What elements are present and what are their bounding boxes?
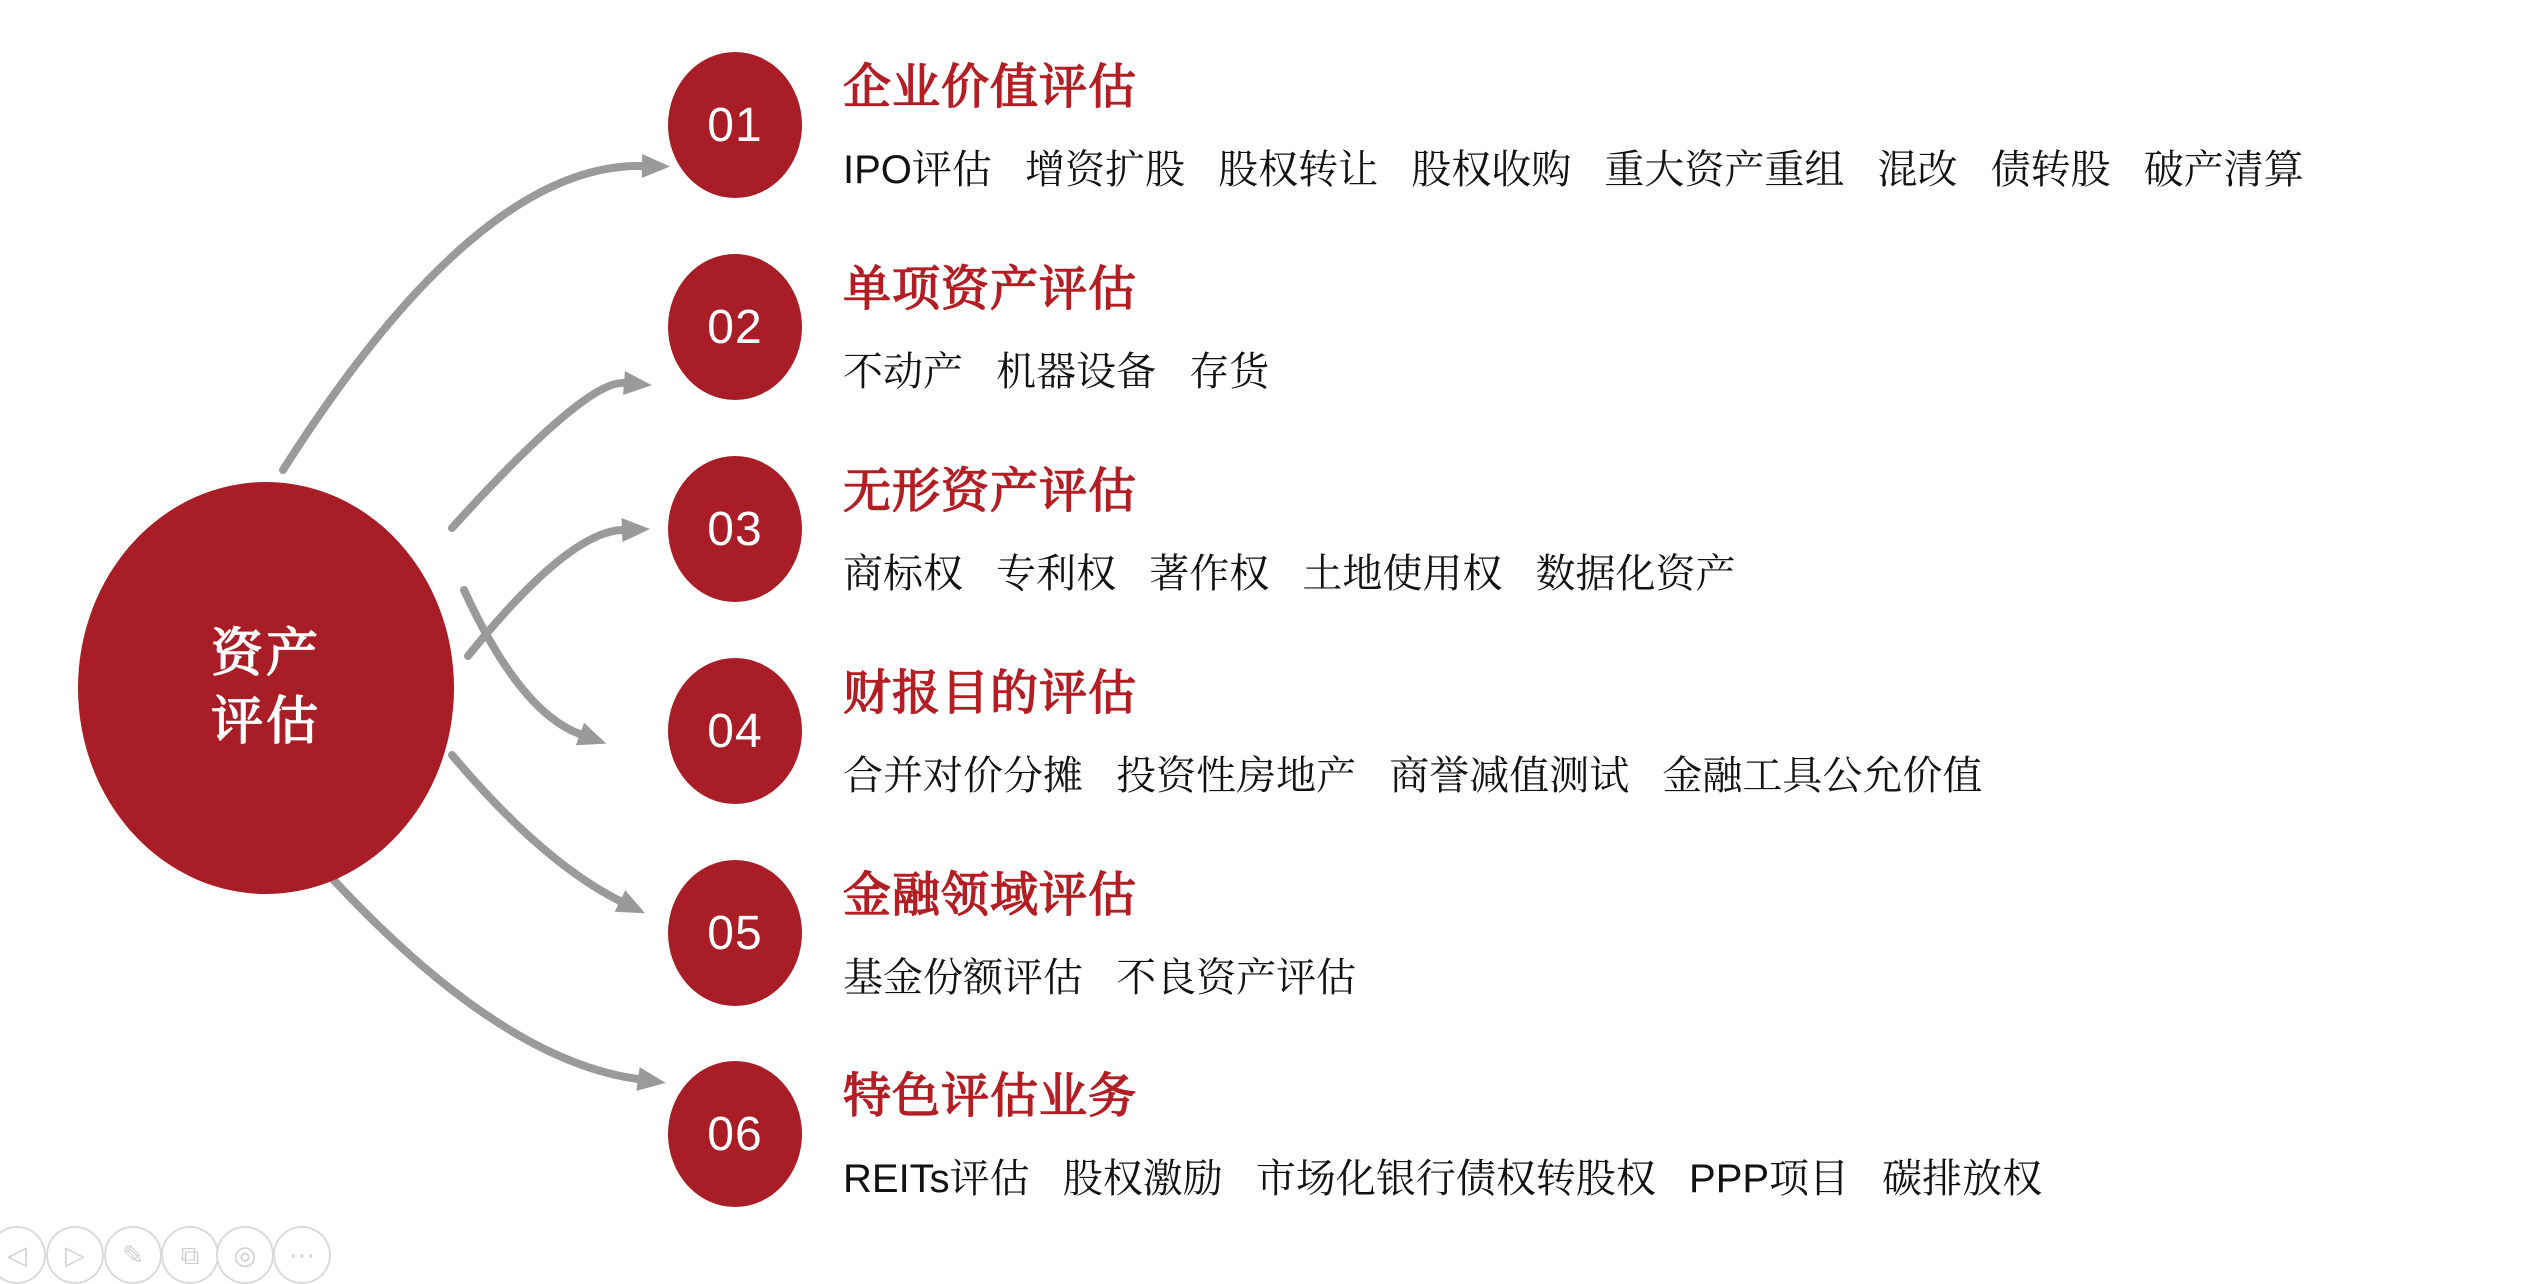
arrow-to-item-1 [283,154,670,470]
item-text-block [843,860,1356,1004]
slides-panel-glyph: ⧉ [180,1240,200,1270]
item-number-circle [668,1061,802,1207]
item-number-circle [668,658,802,804]
item-number-circle [668,860,802,1006]
item-text-block [843,52,2304,196]
laser-pointer-glyph: ◎ [233,1240,257,1270]
play-glyph: ▷ [65,1240,85,1270]
item-number: 04 [707,704,763,758]
item-description: IPO评估 增资扩股 股权转让 股权收购 重大资产重组 混改 债转股 破产清算 [843,148,2304,192]
pen-glyph: ✎ [122,1240,144,1270]
item-row-3 [668,456,1735,602]
laser-pointer-icon[interactable] [216,1226,274,1284]
item-title: 金融领域评估 [843,869,1138,922]
item-text-block [843,254,1269,398]
item-title: 单项资产评估 [843,263,1138,316]
arrow-to-item-3 [468,517,650,656]
item-title: 特色评估业务 [843,1070,1138,1123]
item-number-circle [668,456,802,602]
arrow-to-item-2 [452,371,653,528]
item-description: 基金份额评估 不良资产评估 [843,956,1357,1000]
item-number-circle [668,52,802,198]
item-row-4 [668,658,1982,804]
item-number: 06 [707,1107,763,1161]
arrow-to-item-5 [452,755,650,924]
arrow-to-item-4 [464,590,610,755]
item-title: 财报目的评估 [843,667,1138,720]
item-number: 02 [707,300,763,354]
item-text-block [843,456,1735,600]
item-number: 05 [707,906,763,960]
more-glyph: ⋯ [289,1240,315,1270]
item-number-circle [668,254,802,400]
hub-circle [78,482,454,894]
hub-label-line2: 评估 [210,693,321,751]
slides-panel-icon[interactable] [161,1226,219,1284]
item-row-5 [668,860,1356,1006]
item-description: 商标权 专利权 著作权 土地使用权 数据化资产 [843,552,1736,596]
pen-icon[interactable] [104,1226,162,1284]
item-row-2 [668,254,1269,400]
item-title: 企业价值评估 [843,61,1138,114]
hub-label-line1: 资产 [210,625,321,683]
item-text-block [843,658,1982,802]
play-icon[interactable] [46,1226,104,1284]
item-row-1 [668,52,2304,198]
item-description: 合并对价分摊 投资性房地产 商誉减值测试 金融工具公允价值 [843,754,1983,798]
more-icon[interactable] [273,1226,331,1284]
item-text-block [843,1061,2042,1205]
item-number: 01 [707,98,763,152]
item-description: 不动产 机器设备 存货 [843,350,1270,394]
item-title: 无形资产评估 [843,465,1138,518]
item-row-6 [668,1061,2042,1207]
item-number: 03 [707,502,763,556]
item-description: REITs评估 股权激励 市场化银行债权转股权 PPP项目 碳排放权 [843,1157,2043,1201]
previous-slide-glyph: ◁ [7,1240,27,1270]
